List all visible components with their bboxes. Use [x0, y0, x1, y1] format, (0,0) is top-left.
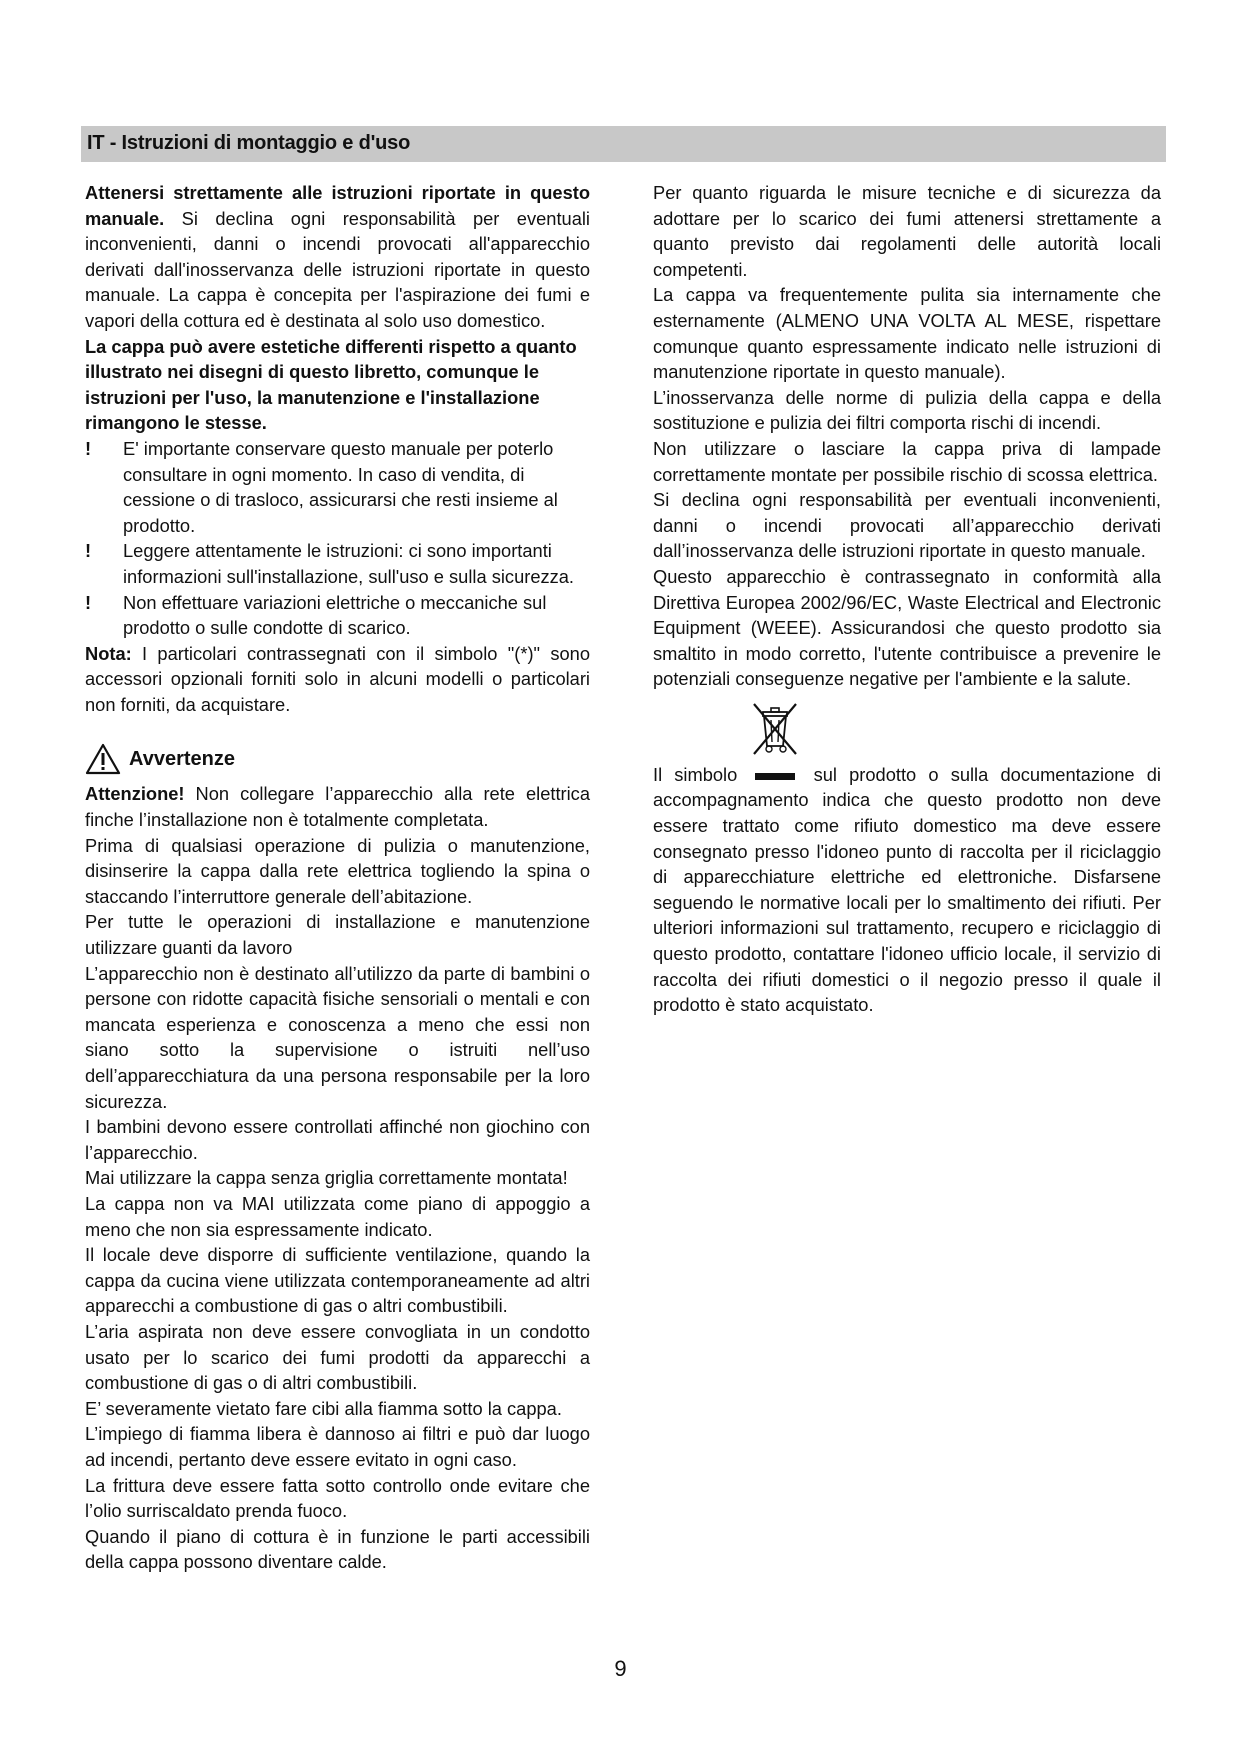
nota-label: Nota:: [85, 642, 132, 664]
warning-paragraph: Quando il piano di cottura è in funzione le parti accessibili della cappa possono diventare calde.: [85, 1525, 590, 1573]
warning-paragraph: L’impiego di fiamma libera è dannoso ai filtri e può dar luogo ad incendi, pertanto deve essere evitato in ogni caso.: [85, 1423, 590, 1470]
right-paragraph: L’inosservanza delle norme di pulizia della cappa e della sostituzione e pulizia dei filtri comporta rischi di incendi.: [653, 386, 1161, 434]
warning-paragraph: L’aria aspirata non deve essere convogliata in un condotto usato per lo scarico dei fumi prodotti da apparecchi a combustione di gas o di altri combustibili.: [85, 1320, 590, 1394]
warning-paragraph: Il locale deve disporre di sufficiente ventilazione, quando la cappa da cucina viene utilizzata contemporaneamente ad altri apparecchi a combustione di gas o altri combustibili.: [85, 1244, 590, 1317]
crossed-bin-icon: [749, 700, 801, 758]
left-column: [85, 180, 590, 1575]
warning-heading: [85, 737, 590, 781]
black-bar-symbol: [755, 773, 795, 780]
symbol-after-text: sul prodotto o sulla documentazione di accompagnamento indica che questo prodotto non deve essere trattato come rifiuto domestico ma deve essere consegnato presso l'idoneo punto di raccolta per il riciclaggio di apparecchiature elettriche ed elettroniche. Disfarsene seguendo le normative locali per lo smaltimento dei rifiuti. Per ulteriori informazioni sul trattamento, recupero e riciclaggio di questo prodotto, contattare l'idoneo ufficio locale, il servizio di raccolta dei rifiuti domestici o il negozio presso il quale il prodotto è stato acquistato.: [653, 763, 1161, 1016]
right-paragraph: La cappa va frequentemente pulita sia internamente che esternamente (ALMENO UNA VOLTA AL MESE, rispettare comunque quanto espressamente indicato nelle istruzioni di manutenzione riportate in questo manuale).: [653, 284, 1161, 383]
right-paragraph: Questo apparecchio è contrassegnato in conformità alla Direttiva Europea 2002/96/EC, Waste Electrical and Electronic Equipment (WEEE). Assicurandosi che questo prodotto sia smaltito in modo corretto, l'utente contribuisce a prevenire le potenziali conseguenze negative per l'ambiente e la salute.: [653, 565, 1161, 690]
bullet-item: [85, 538, 590, 589]
attention-text: Non collegare l’apparecchio alla rete elettrica finche l’installazione non è totalmente completata.: [85, 783, 590, 831]
exclamation-mark: !: [85, 540, 92, 562]
exclamation-mark: !: [85, 437, 92, 459]
section-header-bar: [81, 126, 1166, 162]
bullet-text: Non effettuare variazioni elettriche o meccaniche sul prodotto o sulle condotte di scarico.: [123, 591, 547, 639]
page-number: 9: [614, 1656, 627, 1681]
attention-paragraph: [85, 781, 590, 832]
warning-paragraph: La frittura deve essere fatta sotto controllo onde evitare che l’olio surriscaldato prenda fuoco.: [85, 1474, 590, 1522]
intro-text: Si declina ogni responsabilità per eventuali inconvenienti, danni o incendi provocati all'apparecchio derivati dall'inosservanza delle istruzioni riportate in questo manuale. La cappa è concepita per l'aspirazione dei fumi e vapori della cottura ed è destinata al solo uso domestico.: [85, 207, 590, 331]
warning-paragraph: Prima di qualsiasi operazione di pulizia o manutenzione, disinserire la cappa dalla rete elettrica togliendo la spina o staccando l’interruttore generale dell’abitazione.: [85, 834, 590, 907]
weee-icon-area: [653, 692, 1161, 762]
warning-paragraph: L’apparecchio non è destinato all’utilizzo da parte di bambini o persone con ridotte capacità fisiche sensoriali o mentali e con mancata esperienza e conoscenza a meno che essi non siano sotto la supervisione o istruiti nell’uso dell’apparecchiatura da una persona responsabile per la loro sicurezza.: [85, 962, 590, 1112]
symbol-before-text: Il simbolo: [653, 763, 738, 785]
section-title: IT - Istruzioni di montaggio e d'uso: [87, 132, 411, 154]
intro-bold: Attenersi strettamente alle istruzioni riportate in questo manuale.: [85, 182, 590, 229]
attention-label: Attenzione!: [85, 783, 185, 805]
symbol-paragraph: [653, 762, 1161, 1018]
nota-paragraph: [85, 641, 590, 718]
warning-triangle-icon: [85, 743, 121, 775]
nota-text: I particolari contrassegnati con il simbolo "(*)" sono accessori opzionali forniti solo in alcuni modelli o particolari non forniti, da acquistare.: [85, 642, 590, 715]
exclamation-mark: !: [85, 591, 92, 613]
right-paragraph: Si declina ogni responsabilità per eventuali inconvenienti, danni o incendi provocati all’apparecchio derivati dall’inosservanza delle istruzioni riportate in questo manuale.: [653, 489, 1161, 562]
warning-paragraph: Per tutte le operazioni di installazione e manutenzione utilizzare guanti da lavoro: [85, 911, 590, 959]
intro-paragraph: [85, 180, 590, 334]
right-paragraph: Non utilizzare o lasciare la cappa priva di lampade correttamente montate per possibile rischio di scossa elettrica.: [653, 437, 1161, 485]
right-column: [653, 180, 1161, 1018]
warning-paragraph: La cappa non va MAI utilizzata come piano di appoggio a meno che non sia espressamente indicato.: [85, 1192, 590, 1240]
bullet-text: E' importante conservare questo manuale per poterlo consultare in ogni momento. In caso di vendita, di cessione o di trasloco, assicurarsi che resti insieme al prodotto.: [123, 437, 558, 536]
warning-paragraph: Mai utilizzare la cappa senza griglia correttamente montata!: [85, 1167, 568, 1189]
bullet-text: Leggere attentamente le istruzioni: ci sono importanti informazioni sull'installazione, sull'uso e sulla sicurezza.: [123, 540, 575, 587]
bullet-item: [85, 436, 590, 538]
bold-paragraph: La cappa può avere estetiche differenti rispetto a quanto illustrato nei disegni di questo libretto, comunque le istruzioni per l'uso, la manutenzione e l'installazione rimangono le stesse.: [85, 335, 577, 434]
right-paragraph: Per quanto riguarda le misure tecniche e di sicurezza da adottare per lo scarico dei fumi attenersi strettamente a quanto previsto dai regolamenti delle autorità locali competenti.: [653, 182, 1161, 280]
warning-paragraph: I bambini devono essere controllati affinché non giochino con l’apparecchio.: [85, 1116, 590, 1163]
warning-paragraph: E’ severamente vietato fare cibi alla fiamma sotto la cappa.: [85, 1397, 562, 1419]
bullet-item: [85, 590, 590, 641]
warning-title: Avvertenze: [129, 747, 235, 770]
